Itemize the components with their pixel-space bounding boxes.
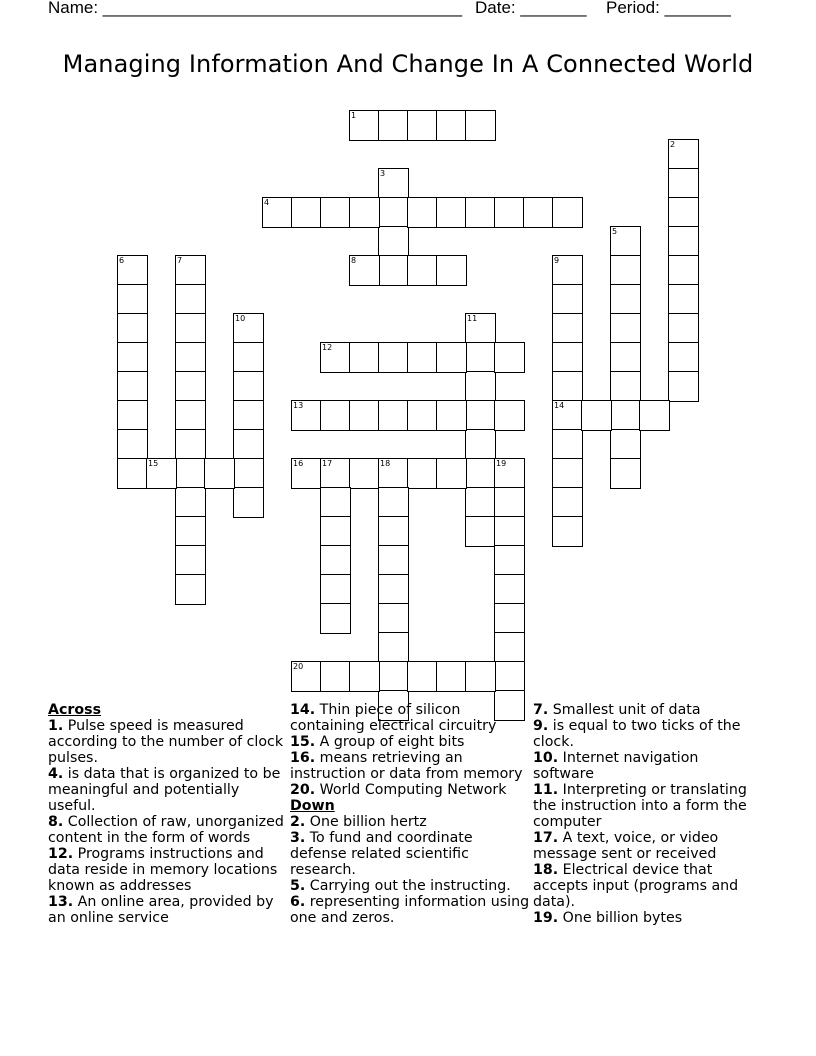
grid-cell[interactable] bbox=[320, 516, 351, 547]
grid-cell[interactable] bbox=[233, 429, 264, 460]
grid-cell[interactable] bbox=[465, 516, 496, 547]
grid-cell[interactable] bbox=[465, 429, 496, 460]
clue-number-label: 17 bbox=[322, 459, 333, 468]
grid-cell[interactable] bbox=[494, 487, 525, 518]
grid-cell[interactable] bbox=[610, 429, 641, 460]
grid-cell[interactable] bbox=[552, 429, 583, 460]
grid-cell[interactable] bbox=[407, 255, 438, 286]
grid-cell[interactable] bbox=[117, 342, 148, 373]
grid-cell[interactable] bbox=[175, 342, 206, 373]
clue-number-label: 15 bbox=[148, 459, 159, 468]
grid-cell[interactable] bbox=[552, 516, 583, 547]
grid-cell[interactable] bbox=[494, 545, 525, 576]
clue-number-label: 4 bbox=[264, 198, 270, 207]
grid-cell[interactable] bbox=[233, 342, 264, 373]
clue-number-label: 1 bbox=[351, 111, 357, 120]
clue-across-8: 8. Collection of raw, unorganized content in the form of words bbox=[48, 814, 284, 846]
down-heading: Down bbox=[290, 798, 335, 814]
clue-down-3: 3. To fund and coordinate defense related scientific research. bbox=[290, 830, 473, 878]
grid-cell[interactable] bbox=[175, 487, 206, 518]
grid-cell[interactable] bbox=[407, 400, 438, 431]
clue-number-label: 19 bbox=[496, 459, 507, 468]
grid-cell[interactable] bbox=[436, 400, 467, 431]
clue-across-15: 15. A group of eight bits bbox=[290, 734, 465, 750]
grid-cell[interactable] bbox=[204, 458, 235, 489]
clue-number-label: 2 bbox=[670, 140, 676, 149]
grid-cell[interactable] bbox=[320, 574, 351, 605]
clue-down-9: 9. is equal to two ticks of the clock. bbox=[533, 718, 741, 750]
clue-number-label: 14 bbox=[554, 401, 565, 410]
clue-number-label: 9 bbox=[554, 256, 560, 265]
grid-cell[interactable] bbox=[552, 371, 583, 402]
grid-cell[interactable] bbox=[668, 226, 699, 257]
grid-cell[interactable] bbox=[436, 661, 467, 692]
grid-cell[interactable] bbox=[175, 371, 206, 402]
grid-cell[interactable] bbox=[668, 284, 699, 315]
grid-cell[interactable] bbox=[610, 458, 641, 489]
grid-cell[interactable] bbox=[320, 661, 351, 692]
grid-cell[interactable] bbox=[436, 458, 467, 489]
clue-across-4: 4. is data that is organized to be meaningful and potentially useful. bbox=[48, 766, 281, 814]
grid-cell[interactable] bbox=[117, 284, 148, 315]
grid-cell[interactable] bbox=[610, 342, 641, 373]
clue-number-label: 12 bbox=[322, 343, 333, 352]
grid-cell[interactable] bbox=[407, 661, 438, 692]
grid-cell[interactable] bbox=[581, 400, 612, 431]
grid-cell[interactable] bbox=[378, 400, 409, 431]
clues-column-2 bbox=[290, 702, 530, 926]
clue-down-2: 2. One billion hertz bbox=[290, 814, 427, 830]
clue-across-13: 13. An online area, provided by an online service bbox=[48, 894, 274, 926]
grid-cell[interactable] bbox=[117, 429, 148, 460]
grid-cell[interactable] bbox=[552, 284, 583, 315]
grid-cell[interactable] bbox=[610, 371, 641, 402]
date-field: Date: _______ bbox=[475, 0, 587, 17]
grid-cell[interactable] bbox=[175, 516, 206, 547]
grid-cell[interactable] bbox=[233, 371, 264, 402]
across-heading: Across bbox=[48, 702, 102, 718]
clue-down-17: 17. A text, voice, or video message sent or received bbox=[533, 830, 719, 862]
grid-cell[interactable] bbox=[465, 371, 496, 402]
grid-cell[interactable] bbox=[378, 255, 409, 286]
grid-cell[interactable] bbox=[552, 487, 583, 518]
grid-cell[interactable] bbox=[378, 545, 409, 576]
grid-cell[interactable] bbox=[465, 342, 496, 373]
grid-cell[interactable] bbox=[378, 226, 409, 257]
grid-cell[interactable] bbox=[610, 313, 641, 344]
grid-cell[interactable] bbox=[552, 458, 583, 489]
grid-cell[interactable] bbox=[175, 429, 206, 460]
grid-cell[interactable] bbox=[610, 284, 641, 315]
grid-cell[interactable] bbox=[320, 603, 351, 634]
grid-cell[interactable] bbox=[378, 487, 409, 518]
grid-cell[interactable] bbox=[639, 400, 670, 431]
clue-across-16: 16. means retrieving an instruction or data from memory bbox=[290, 750, 523, 782]
grid-cell[interactable] bbox=[378, 632, 409, 663]
grid-cell[interactable] bbox=[494, 342, 525, 373]
grid-cell[interactable] bbox=[494, 632, 525, 663]
grid-cell[interactable] bbox=[465, 400, 496, 431]
grid-cell[interactable] bbox=[407, 197, 438, 228]
grid-cell[interactable] bbox=[378, 603, 409, 634]
grid-cell[interactable] bbox=[233, 400, 264, 431]
clue-number-label: 20 bbox=[293, 662, 304, 671]
grid-cell[interactable] bbox=[407, 110, 438, 141]
grid-cell[interactable] bbox=[436, 342, 467, 373]
period-field: Period: _______ bbox=[606, 0, 731, 17]
grid-cell[interactable] bbox=[494, 516, 525, 547]
grid-cell[interactable] bbox=[610, 400, 641, 431]
clue-down-6: 6. representing information using one and zeros. bbox=[290, 894, 530, 926]
grid-cell[interactable] bbox=[378, 661, 409, 692]
grid-cell[interactable] bbox=[117, 313, 148, 344]
clue-down-11: 11. Interpreting or translating the instruction into a form the computer bbox=[533, 782, 747, 830]
grid-cell[interactable] bbox=[349, 661, 380, 692]
grid-cell[interactable] bbox=[668, 197, 699, 228]
grid-cell[interactable] bbox=[407, 342, 438, 373]
grid-cell[interactable] bbox=[378, 197, 409, 228]
clue-across-20: 20. World Computing Network bbox=[290, 782, 507, 798]
clue-number-label: 18 bbox=[380, 459, 391, 468]
clue-number-label: 5 bbox=[612, 227, 618, 236]
grid-cell[interactable] bbox=[378, 516, 409, 547]
grid-cell[interactable] bbox=[378, 574, 409, 605]
grid-cell[interactable] bbox=[610, 255, 641, 286]
puzzle-title: Managing Information And Change In A Connected World bbox=[62, 50, 754, 78]
grid-cell[interactable] bbox=[552, 197, 583, 228]
grid-cell[interactable] bbox=[494, 603, 525, 634]
clue-number-label: 8 bbox=[351, 256, 357, 265]
grid-cell[interactable] bbox=[668, 313, 699, 344]
grid-cell[interactable] bbox=[349, 458, 380, 489]
grid-cell[interactable] bbox=[349, 400, 380, 431]
grid-cell[interactable] bbox=[436, 197, 467, 228]
clue-across-14: 14. Thin piece of silicon containing electrical circuitry bbox=[290, 702, 497, 734]
grid-cell[interactable] bbox=[175, 458, 206, 489]
clue-across-12: 12. Programs instructions and data reside in memory locations known as addresses bbox=[48, 846, 278, 894]
grid-cell[interactable] bbox=[494, 400, 525, 431]
grid-cell[interactable] bbox=[407, 458, 438, 489]
grid-cell[interactable] bbox=[465, 458, 496, 489]
clues-column-1 bbox=[48, 702, 284, 926]
grid-cell[interactable] bbox=[465, 487, 496, 518]
grid-cell[interactable] bbox=[175, 313, 206, 344]
clue-down-7: 7. Smallest unit of data bbox=[533, 702, 701, 718]
grid-cell[interactable] bbox=[436, 255, 467, 286]
grid-cell[interactable] bbox=[523, 197, 554, 228]
grid-cell[interactable] bbox=[465, 661, 496, 692]
clue-number-label: 6 bbox=[119, 256, 125, 265]
clue-down-5: 5. Carrying out the instructing. bbox=[290, 878, 511, 894]
grid-cell[interactable] bbox=[233, 458, 264, 489]
grid-cell[interactable] bbox=[320, 545, 351, 576]
grid-cell[interactable] bbox=[494, 574, 525, 605]
grid-cell[interactable] bbox=[117, 371, 148, 402]
grid-cell[interactable] bbox=[378, 342, 409, 373]
clue-number-label: 7 bbox=[177, 256, 183, 265]
clue-number-label: 3 bbox=[380, 169, 386, 178]
grid-cell[interactable] bbox=[320, 400, 351, 431]
grid-cell[interactable] bbox=[291, 197, 322, 228]
grid-cell[interactable] bbox=[320, 487, 351, 518]
grid-cell[interactable] bbox=[668, 168, 699, 199]
grid-cell[interactable] bbox=[349, 342, 380, 373]
grid-cell[interactable] bbox=[175, 400, 206, 431]
grid-cell[interactable] bbox=[668, 371, 699, 402]
grid-cell[interactable] bbox=[349, 197, 380, 228]
clue-number-label: 13 bbox=[293, 401, 304, 410]
clue-number-label: 11 bbox=[467, 314, 478, 323]
grid-cell[interactable] bbox=[465, 197, 496, 228]
grid-cell[interactable] bbox=[668, 255, 699, 286]
clues-column-3 bbox=[533, 702, 763, 926]
grid-cell[interactable] bbox=[552, 342, 583, 373]
clue-down-10: 10. Internet navigation software bbox=[533, 750, 699, 782]
grid-cell[interactable] bbox=[378, 110, 409, 141]
grid-cell[interactable] bbox=[117, 458, 148, 489]
clue-down-19: 19. One billion bytes bbox=[533, 910, 683, 926]
grid-cell[interactable] bbox=[233, 487, 264, 518]
grid-cell[interactable] bbox=[494, 197, 525, 228]
clue-number-label: 10 bbox=[235, 314, 246, 323]
name-field: Name: ______________________________________ bbox=[48, 0, 463, 17]
clue-across-1: 1. Pulse speed is measured according to the number of clock pulses. bbox=[48, 718, 284, 766]
grid-cell[interactable] bbox=[175, 545, 206, 576]
grid-cell[interactable] bbox=[668, 342, 699, 373]
clue-number-label: 16 bbox=[293, 459, 304, 468]
grid-cell[interactable] bbox=[320, 197, 351, 228]
grid-cell[interactable] bbox=[175, 574, 206, 605]
grid-cell[interactable] bbox=[117, 400, 148, 431]
grid-cell[interactable] bbox=[465, 110, 496, 141]
clue-down-18: 18. Electrical device that accepts input (programs and data). bbox=[533, 862, 739, 910]
grid-cell[interactable] bbox=[552, 313, 583, 344]
grid-cell[interactable] bbox=[436, 110, 467, 141]
grid-cell[interactable] bbox=[494, 661, 525, 692]
grid-cell[interactable] bbox=[175, 284, 206, 315]
